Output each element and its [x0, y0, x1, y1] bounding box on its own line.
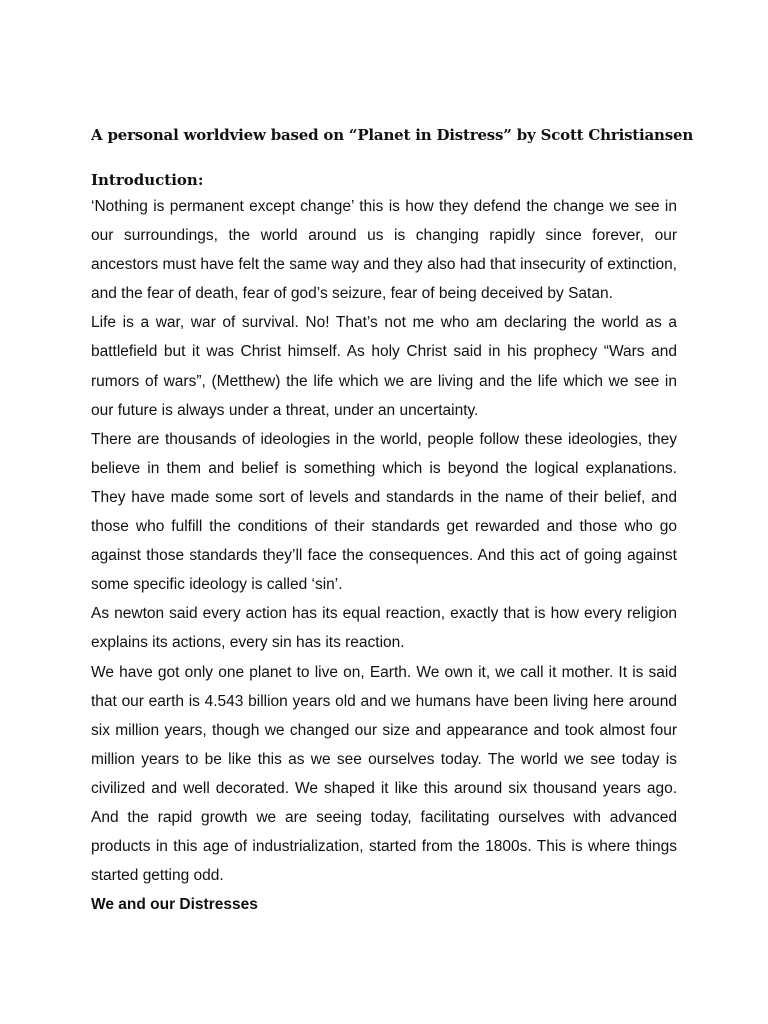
document-body	[91, 124, 694, 919]
paragraph-5: We have got only one planet to live on, Earth. We own it, we call it mother. It is said that our earth is 4.543 billion years old and we humans have been living here around six million years, though we changed our size and appearance and took almost four million years to be like this as we see ourselves today. The world we see today is civilized and well decorated. We shaped it like this around six thousand years ago. And the rapid growth we are seeing today, facilitating ourselves with advanced products in this age of industrialization, started from the 1800s. This is where things started getting odd.	[91, 663, 677, 885]
paragraph-1: ‘Nothing is permanent except change’ this is how they defend the change we see in our surroundings, the world around us is changing rapidly since forever, our ancestors must have felt the same way and they also had that insecurity of extinction, and the fear of death, fear of god’s seizure, fear of being deceived by Satan.	[91, 198, 677, 303]
paragraph-3: There are thousands of ideologies in the world, people follow these ideologies, they believe in them and belief is something which is beyond the logical explanations. They have made some sort of levels and standards in the name of their belief, and those who fulfill the conditions of their standards get rewarded and those who go against those standards they’ll face the consequences. And this act of going against some specific ideology is called ‘sin’.	[91, 430, 677, 594]
paragraph-4: As newton said every action has its equal reaction, exactly that is how every religion explains its actions, every sin has its reaction.	[91, 605, 677, 652]
distresses-subheading: We and our Distresses	[91, 896, 258, 914]
document-title: A personal worldview based on “Planet in Distress” by Scott Christiansen	[91, 126, 694, 144]
paragraph-2: Life is a war, war of survival. No! That’s not me who am declaring the world as a battlefield but it was Christ himself. As holy Christ said in his prophecy “Wars and rumors of wars”, (Metthew) the life which we are living and the life which we see in our future is always under a threat, under an uncertainty.	[91, 314, 677, 419]
introduction-heading: Introduction:	[91, 171, 204, 189]
